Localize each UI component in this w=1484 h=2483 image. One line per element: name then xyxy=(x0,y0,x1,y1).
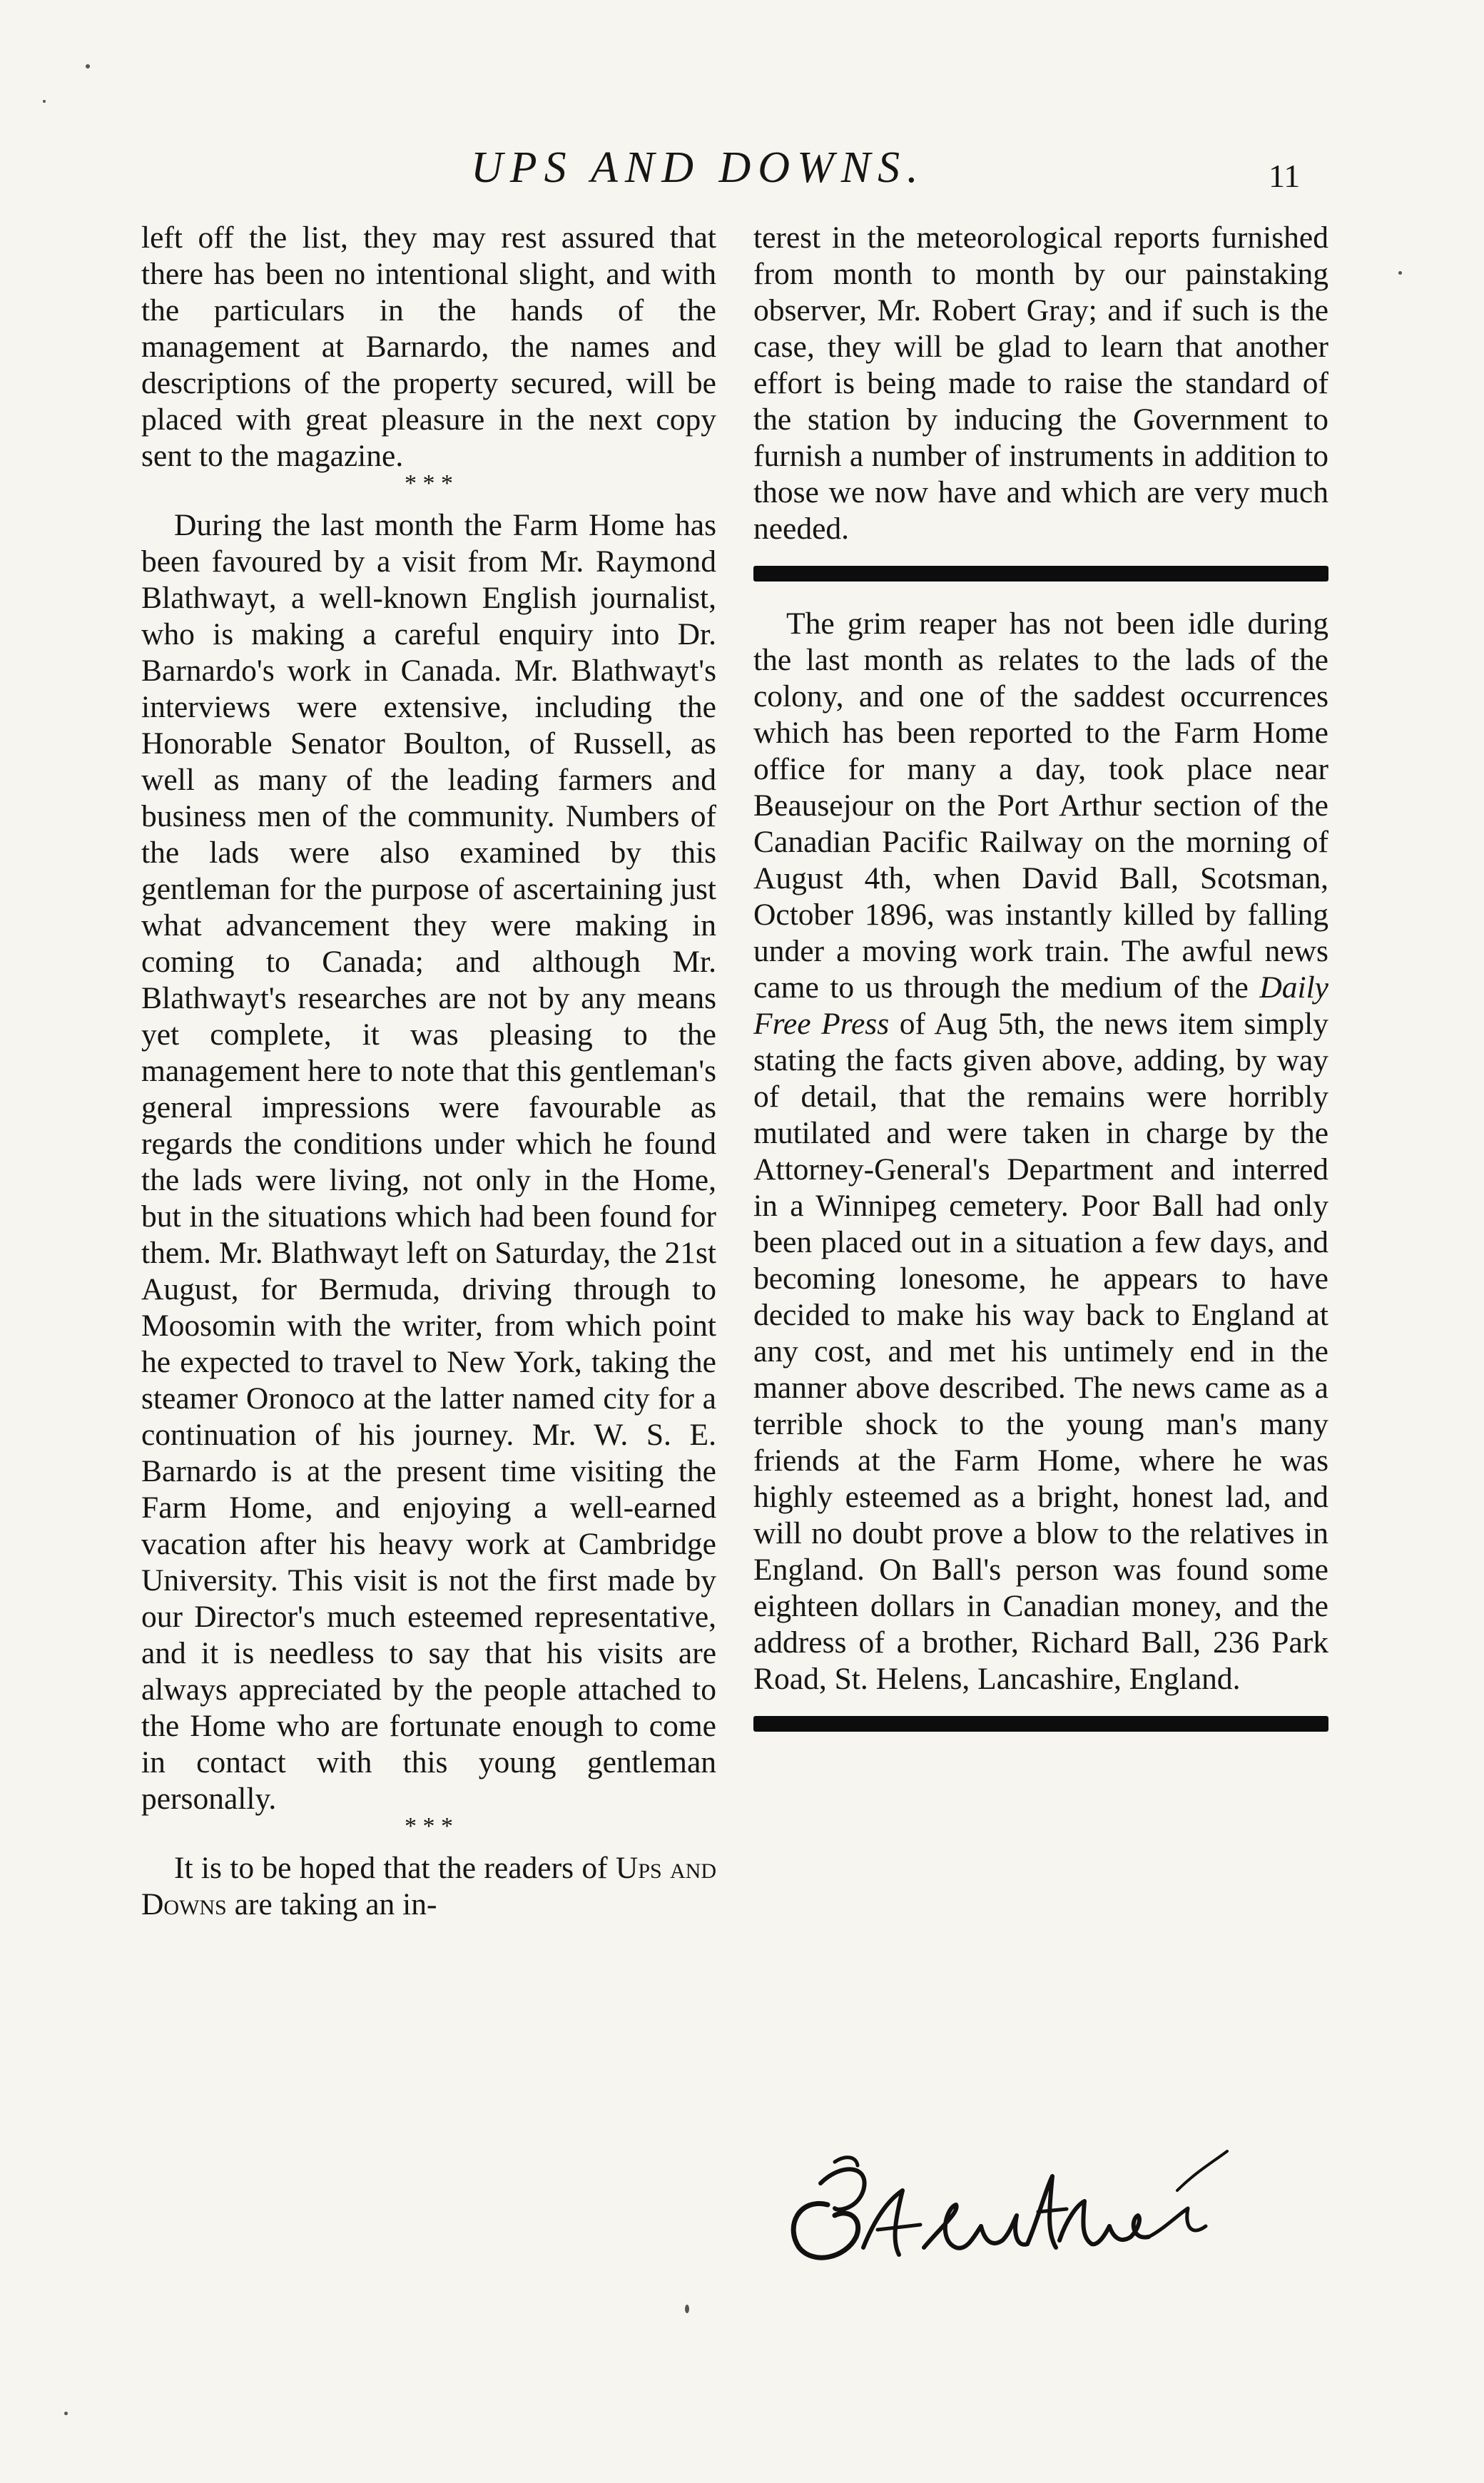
print-speck xyxy=(1398,271,1402,275)
print-speck xyxy=(64,2412,68,2415)
right-paragraph-2 xyxy=(753,606,1328,1697)
running-title: UPS AND DOWNS. xyxy=(471,143,925,192)
horizontal-rule xyxy=(753,566,1328,582)
print-speck xyxy=(86,64,90,68)
right-column xyxy=(753,220,1328,1756)
section-separator: * * * xyxy=(405,470,453,497)
page-header xyxy=(0,143,1484,207)
print-speck xyxy=(685,2305,689,2313)
signature-icon xyxy=(778,2141,1234,2283)
left-paragraph-3 xyxy=(141,1850,716,1923)
section-separator: * * * xyxy=(405,1813,453,1839)
left-column xyxy=(141,220,716,1923)
paragraph-text: It is to be hoped that the readers of xyxy=(174,1851,616,1885)
paragraph-text: of Aug 5th, the news item simply stating the facts given above, adding, by way of detail, that the remains were horribly mutilated and were taken in charge by the Attorney-General's Department and interred in a Winnipeg cemetery. Poor Ball had only been placed out in a situation a few days, and becoming lonesome, he appears to have decided to make his way back to England at any cost, and met his untimely end in the manner above described. The news came as a terrible shock to the young man's many friends at the Farm Home, where he was highly esteemed as a bright, honest lad, and will no doubt prove a blow to the relatives in England. On Ball's person was found some eighteen dollars in Canadian money, and the address of a brother, Richard Ball, 236 Park Road, St. Helens, Lancashire, England. xyxy=(753,1007,1328,1696)
print-speck xyxy=(43,100,46,103)
magazine-name: Ups and Downs xyxy=(141,1851,717,1921)
page-number: 11 xyxy=(1269,158,1301,194)
left-paragraph-2: During the last month the Farm Home has been favoured by a visit from Mr. Raymond Blathwayt, a well-known English journalist, who is making a careful enquiry into Dr. Barnardo's work in Canada. Mr. Blathwayt's interviews were extensive, including the Honorable Senator Boulton, of Russell, as well as many of the leading farmers and business men of the community. Numbers of the lads were also examined by this gentleman for the purpose of ascertaining just what advancement they were making in coming to Canada; and although Mr. Blathwayt's researches are not by any means yet complete, it was pleasing to the management here to note that this gentleman's general impressions were favourable as regards the conditions under which he found the lads were living, not only in the Home, but in the situations which had been found for them. Mr. Blathwayt left on Saturday, the 21st August, for Bermuda, driving through to Moosomin with the writer, from which point he expected to travel to New York, taking the steamer Oronoco at the latter named city for a continuation of his journey. Mr. W. S. E. Barnardo is at the present time visiting the Farm Home, and enjoying a well-earned vacation after his heavy work at Cambridge University. This visit is not the first made by our Director's much esteemed representative, and it is needless to say that his visits are always appreciated by the people attached to the Home who are fortunate enough to come in contact with this young gentleman personally. xyxy=(141,508,716,1816)
left-paragraph-1: left off the list, they may rest assured that there has been no intentional slight, and with the particulars in the hands of the management at Barnardo, the names and descriptions of the property secured, will be placed with great pleasure in the next copy sent to the magazine. xyxy=(141,220,716,473)
newspaper-name: Daily Free Press xyxy=(753,970,1328,1041)
paragraph-text: The grim reaper has not been idle during the last month as relates to the lads of the colony, and one of the saddest occurrences which has been reported to the Farm Home office for many a day, took place near Beausejour on the Port Arthur section of the Canadian Pacific Railway on the morning of August 4th, when David Ball, Scotsman, October 1896, was instantly killed by falling under a moving work train. The awful news came to us through the medium of the xyxy=(753,606,1328,1005)
handwritten-signature xyxy=(778,2141,1234,2283)
paragraph-text: are taking an in- xyxy=(226,1887,437,1921)
right-paragraph-1: terest in the meteorological reports furnished from month to month by our painstaking observer, Mr. Robert Gray; and if such is the case, they will be glad to learn that another effort is being made to raise the standard of the station by inducing the Government to furnish a number of instruments in addition to those we now have and which are very much needed. xyxy=(753,220,1328,546)
horizontal-rule xyxy=(753,1716,1328,1732)
